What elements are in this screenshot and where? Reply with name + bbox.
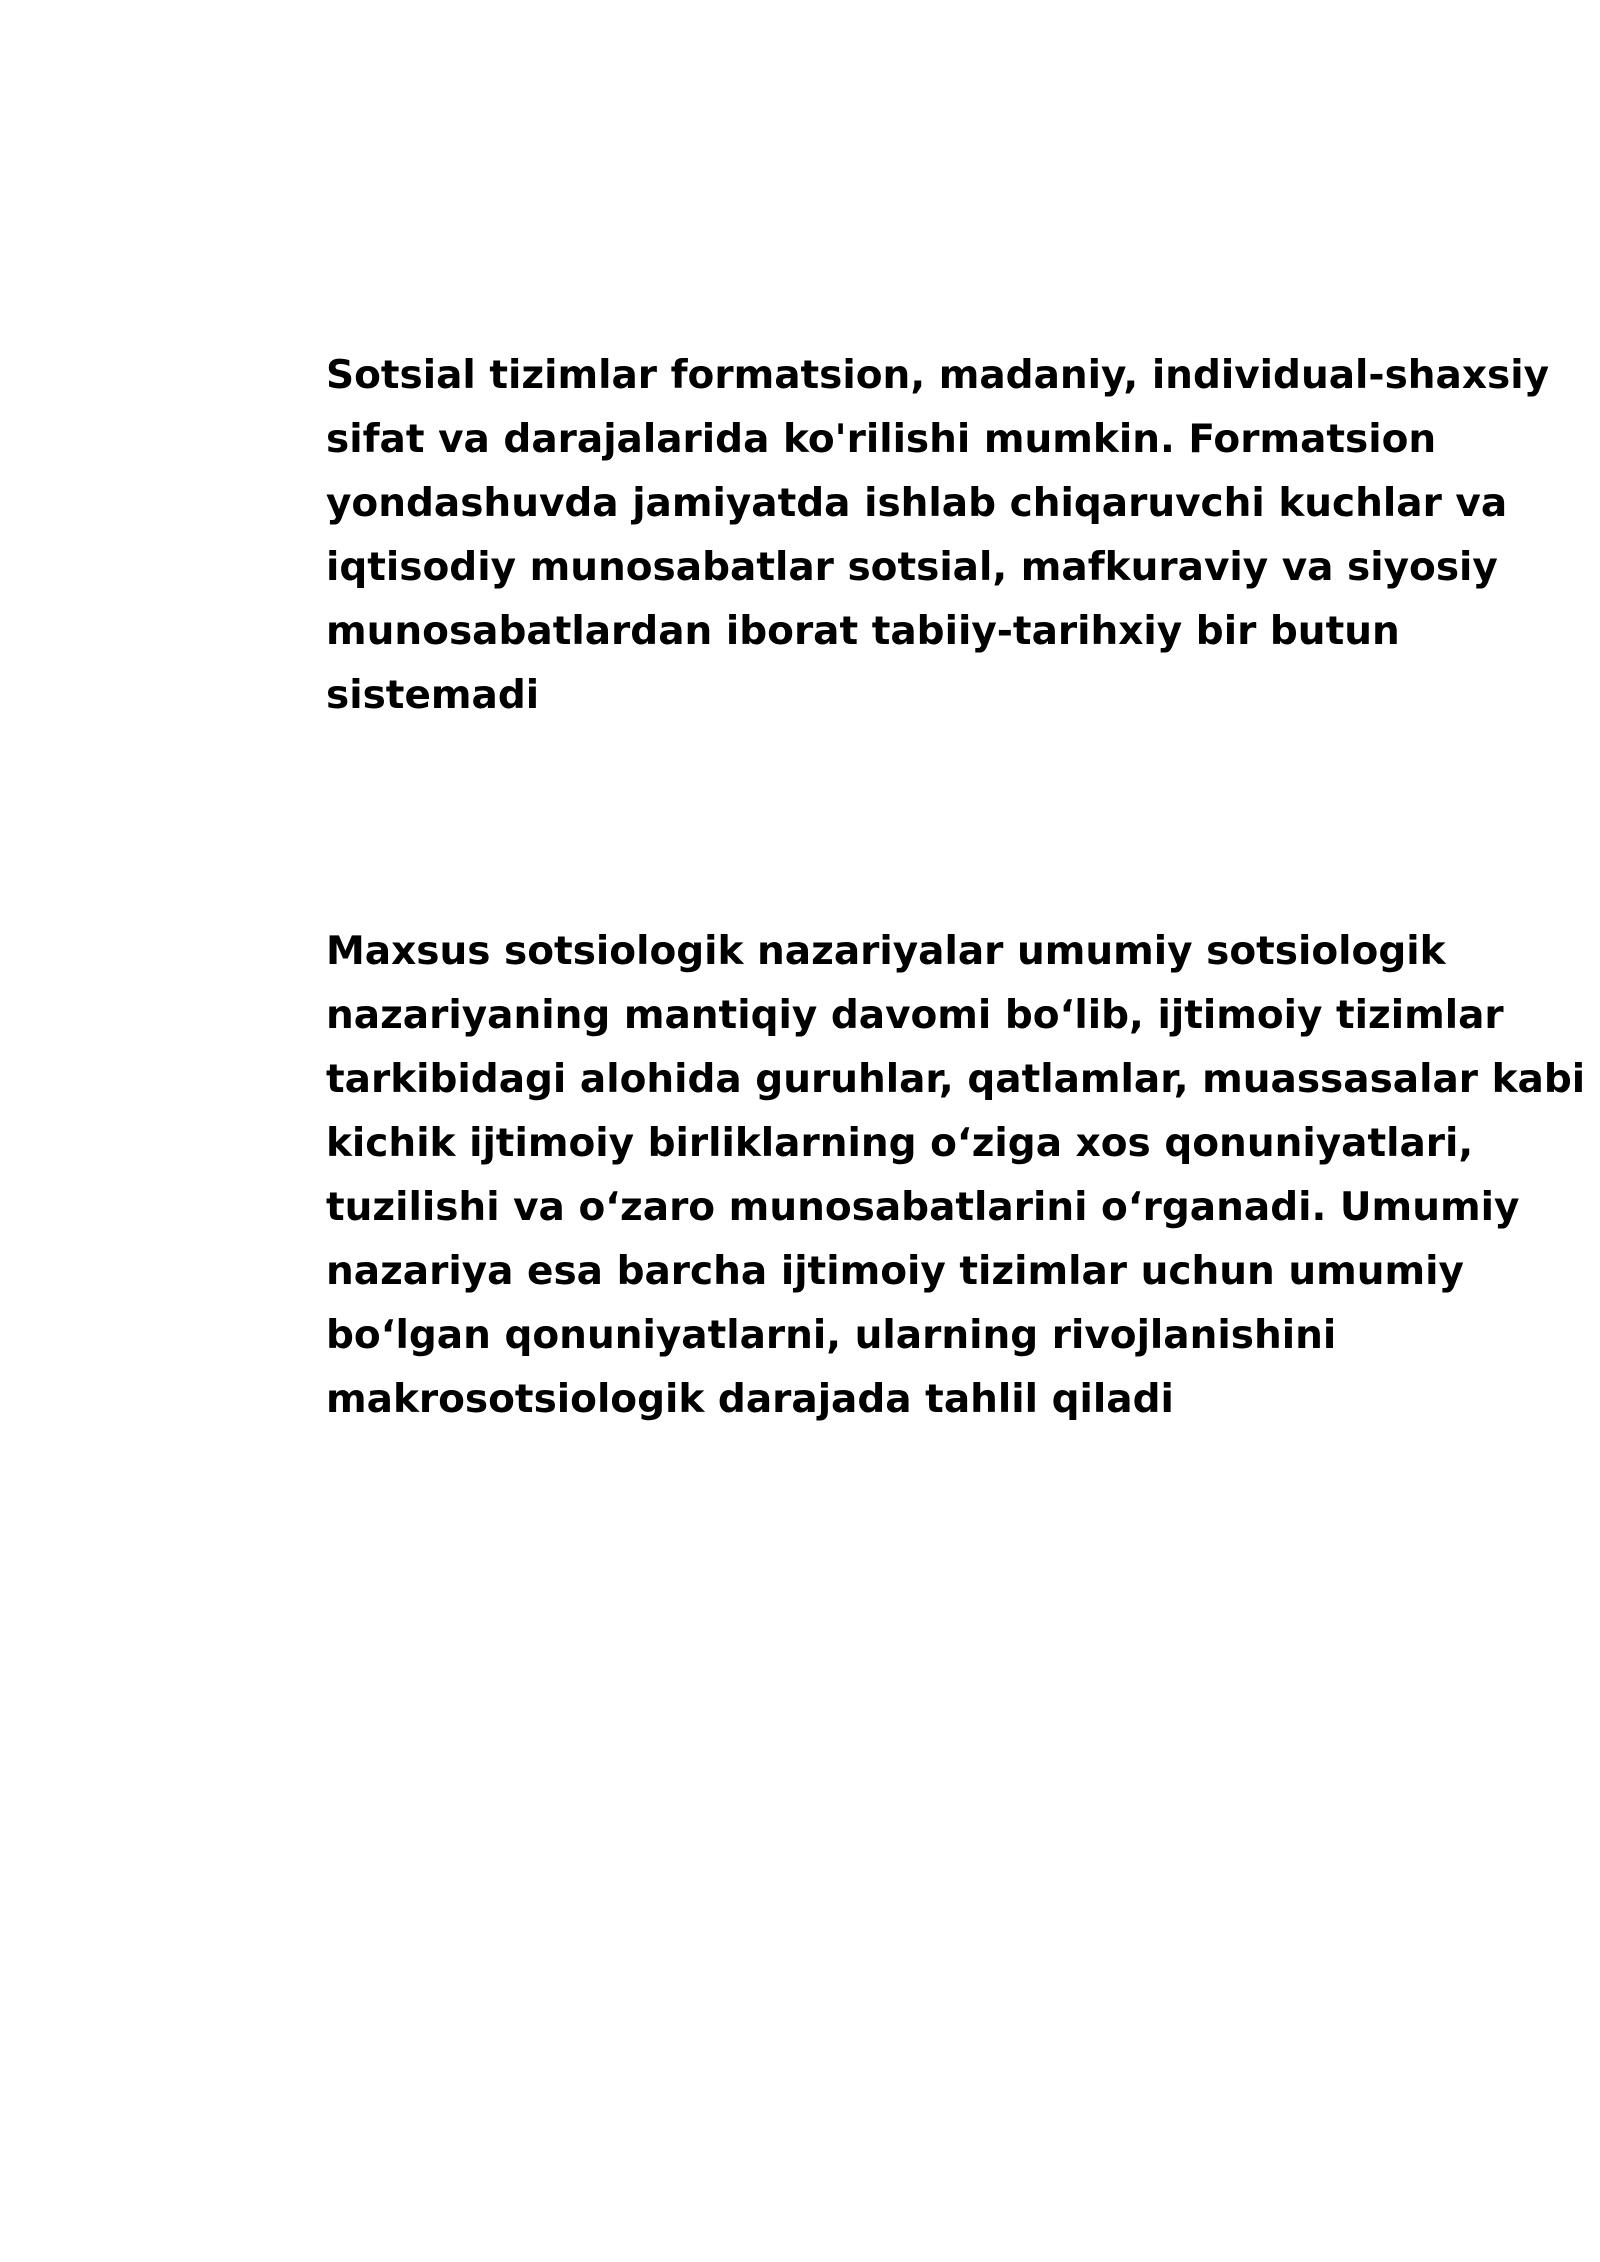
text-line: nazariyaning mantiqiy davomi bo‘lib, ijtimoiy tizimlar [326,993,1504,1038]
text-line: munosabatlardan iborat tabiiy-tarihxiy bir butun [326,609,1400,654]
text-line: iqtisodiy munosabatlar sotsial, mafkuraviy va siyosiy [326,545,1498,590]
text-line: sistemadi [326,673,540,718]
text-line: Maxsus sotsiologik nazariyalar umumiy sotsiologik [326,929,1446,974]
text-line: nazariya esa barcha ijtimoiy tizimlar uchun umumiy [326,1249,1464,1294]
paragraph-social-systems [326,344,1556,728]
text-line: makrosotsiologik darajada tahlil qiladi [326,1377,1174,1422]
text-line: tarkibidagi alohida guruhlar, qatlamlar, muassasalar kabi [326,1057,1586,1102]
text-line: tuzilishi va o‘zaro munosabatlarini o‘rganadi. Umumiy [326,1185,1520,1230]
paragraph-special-theories [326,920,1586,1432]
text-line: sifat va darajalarida ko'rilishi mumkin. Formatsion [326,417,1437,462]
text-line: bo‘lgan qonuniyatlarni, ularning rivojlanishini [326,1313,1337,1358]
text-line: kichik ijtimoiy birliklarning o‘ziga xos qonuniyatlari, [326,1121,1474,1166]
text-line: Sotsial tizimlar formatsion, madaniy, individual-shaxsiy [326,353,1550,398]
text-line: yondashuvda jamiyatda ishlab chiqaruvchi kuchlar va [326,481,1508,526]
